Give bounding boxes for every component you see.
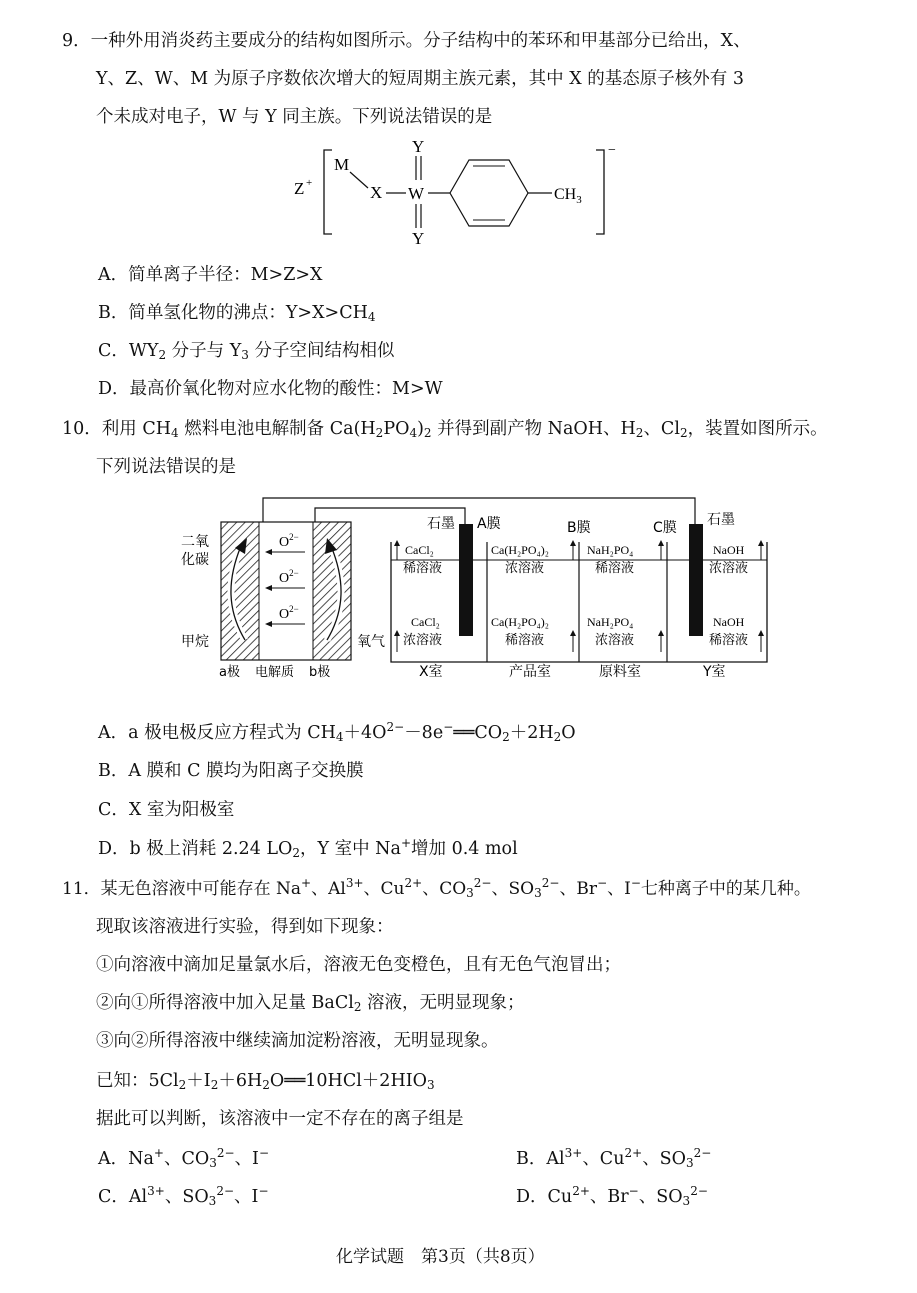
atom-m: M [334,155,350,174]
q10-stem-line2: 下列说法错误的是 [96,457,236,477]
raw-room-top-solute: NaH₂PO₄ [587,543,634,557]
svg-text:O2−: $O^{2-}$ [279,604,299,622]
svg-text:O2−: $O^{2-}$ [279,532,299,550]
q11-option-c: C．$Al^{3+}$、$SO_3^{2-}$、I− [98,1184,269,1208]
label-electrolyte: 电解质 [255,665,295,680]
raw-room-bottom-solution: 浓溶液 [595,633,635,648]
q11-option-b: B．$Al^{3+}$、$Cu^{2+}$、$SO_3^{2-}$ [516,1146,712,1170]
q9-option-a: A．简单离子半径：M>Z>X [98,265,323,285]
y-room-top-solute: NaOH [713,543,745,557]
label-membrane-a: A膜 [477,516,501,532]
q9-stem-line3: 个未成对电子，W 与 Y 同主族。下列说法错误的是 [96,107,493,127]
raw-room-top-solution: 稀溶液 [595,561,635,576]
bracket-right [596,150,604,234]
q10-option-c: C．X 室为阳极室 [98,800,235,820]
structure-cation-charge: + [306,177,313,189]
label-raw-room: 原料室 [599,664,641,680]
atom-w: W [408,184,425,203]
structure-cation: Z [294,179,305,198]
product-room-bottom-solute: Ca(H₂PO₄)₂ [491,615,549,629]
q9-structure-diagram [290,138,630,248]
bracket-left [324,150,332,234]
x-room-bottom-solute: CaCl₂ [411,615,440,629]
q11-stem-line1: 11．某无色溶液中可能存在 Na+、$Al^{3+}$、$Cu^{2+}$、$CO_3^{2-}$、$SO_3^{2-}$、Br−、I−七种离子中的某几种。 [62,876,811,900]
atom-x: X [370,183,383,202]
q11-option-a: A．Na+、$CO_3^{2-}$、I− [98,1146,270,1170]
oxide-ion-3 [265,604,305,627]
label-oxygen: 氧气 [357,634,385,650]
oxide-ion-1 [265,532,305,555]
label-membrane-b: B膜 [567,520,591,536]
q11-judge: 据此可以判断，该溶液中一定不存在的离子组是 [96,1109,464,1129]
q10-option-b: B．A 膜和 C 膜均为阳离子交换膜 [98,761,364,781]
q10-stem-line1: 10．利用 $CH_4$ 燃料电池电解制备 $Ca(H_2PO_4)_2$ 并得到副产物 NaOH、$H_2$、$Cl_2$，装置如图所示。 [62,419,828,440]
page-footer: 化学试题 第3页（共8页） [336,1247,545,1267]
product-room-top-solute: Ca(H₂PO₄)₂ [491,543,549,557]
q10-option-d: D．b 极上消耗 2.24 $LO_2$，Y 室中 Na+增加 0.4 mol [98,836,518,860]
raw-room-bottom-solute: NaH₂PO₄ [587,615,634,629]
label-a-electrode: a极 [219,665,240,680]
q11-stem-line2: 现取该溶液进行实验，得到如下现象： [96,917,394,937]
q11-option-d: D．$Cu^{2+}$、Br−、$SO_3^{2-}$ [516,1184,708,1208]
electrode-a [221,522,259,660]
product-room-top-solution: 浓溶液 [505,561,545,576]
label-membrane-c: C膜 [653,520,677,536]
q11-step-3: ③向②所得溶液中继续滴加淀粉溶液，无明显现象。 [96,1031,499,1051]
q11-step-1: ①向溶液中滴加足量氯水后，溶液无色变橙色，且有无色气泡冒出； [96,955,621,975]
label-graphite-right: 石墨 [707,512,735,528]
y-room-bottom-solute: NaOH [713,615,745,629]
graphite-electrode-left [459,524,473,636]
product-room-bottom-solution: 稀溶液 [505,633,545,648]
methyl-group: $CH_3$ [554,186,582,206]
anion-charge: − [608,143,616,158]
benzene-ring [450,160,528,226]
x-room-top-solute: CaCl₂ [405,543,434,557]
oxide-ion-2 [265,568,305,591]
q9-option-b: B．简单氢化物的沸点：$Y>X>CH_4$ [98,303,376,324]
y-room-top-solution: 浓溶液 [709,561,749,576]
q9-option-c: C．$WY_2$ 分子与 $Y_3$ 分子空间结构相似 [98,341,395,362]
x-room-bottom-solution: 浓溶液 [403,633,443,648]
q9-stem-line1: 9．一种外用消炎药主要成分的结构如图所示。分子结构中的苯环和甲基部分已给出，X、 [62,31,751,51]
electrode-b [313,522,351,660]
graphite-electrode-right [689,524,703,636]
atom-y-bottom: Y [412,229,425,248]
label-y-room: Y室 [703,664,726,680]
label-co2-2: 化碳 [181,552,209,568]
label-b-electrode: b极 [309,665,331,680]
label-x-room: X室 [419,664,443,680]
q9-stem-line2: Y、Z、W、M 为原子序数依次增大的短周期主族元素，其中 X 的基态原子核外有 3 [96,69,744,89]
q11-known-equation: 已知：$5Cl_2+I_2+6H_2O══10HCl+2HIO_3$ [96,1071,435,1092]
svg-text:O2−: $O^{2-}$ [279,568,299,586]
q10-option-a: A．a 极电极反应方程式为 $CH_4+4O^{2-}-8e^-══CO_2+2H_2O$ [98,720,576,744]
label-methane: 甲烷 [181,634,209,650]
label-product-room: 产品室 [509,664,551,680]
q11-step-2: ②向①所得溶液中加入足量 BaCl$_2$ 溶液，无明显现象； [96,993,525,1014]
label-co2-1: 二氧 [181,534,209,550]
q9-option-d: D．最高价氧化物对应水化物的酸性：M>W [98,379,443,399]
atom-y-top: Y [412,138,425,156]
label-graphite-left: 石墨 [427,516,455,532]
y-room-bottom-solution: 稀溶液 [709,633,749,648]
x-room-top-solution: 稀溶液 [403,561,443,576]
electrolysis-diagram [175,490,775,690]
